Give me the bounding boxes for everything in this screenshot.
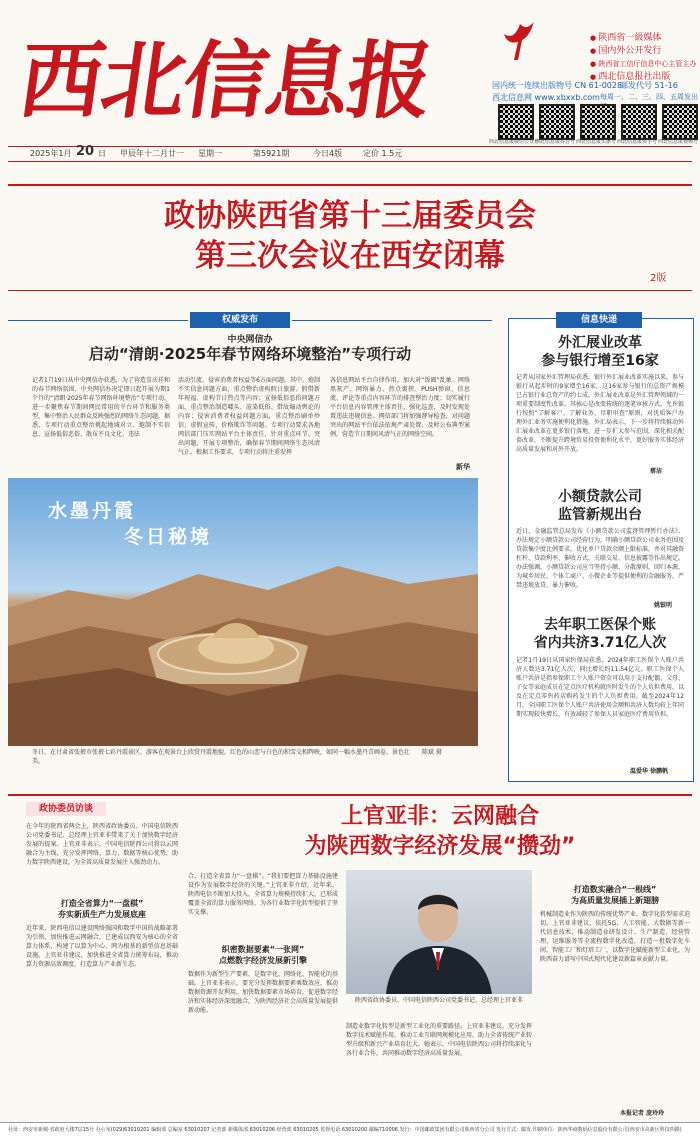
member-body: 近年来，陕西电信以建设网络强国和数字中国的战略部署为引领，加快推进云网融合，已建成以西安为核心的全省算力体系，构建了以算为中心、网为根基的新型信息基础设施。上官亚非建议，加快推进全省算力统筹布局，推动算力资源高效调度，打造算力产业新生态。 [26, 925, 178, 968]
title-line: 去年职工医保个账 [544, 617, 656, 633]
member-body: 数据作为新型生产要素，是数字化、网络化、智能化的基础。上官亚非表示，要充分发挥数据要素乘数效应，推动数据资源开发利用，加快数据要素市场培育，促进数字经济和实体经济深度融合，为陕西经济社会高质量发展提供新动能。 [188, 971, 338, 1014]
divider [8, 184, 692, 186]
member-subhead [540, 884, 690, 906]
cn-number: 国内统一连续出版物号 CN 61-0028 [492, 81, 623, 90]
dancer-logo-icon [500, 20, 540, 64]
price: 定价 1.5元 [363, 149, 403, 158]
quick-item-author: 温爱华 徐鹏帆 [630, 768, 669, 775]
subhead-line: 打造数实融合“一根线” [573, 885, 657, 894]
member-subhead [188, 944, 338, 966]
qr-code-icon[interactable] [539, 104, 575, 140]
post-code: 邮发代号 51-16 [620, 81, 678, 90]
quick-item-title[interactable] [514, 616, 686, 652]
qr-code-icon[interactable] [662, 104, 698, 140]
photo-caption: 冬日，在甘肃省张掖市张掖七彩丹霞景区，游客在观景台上欣赏丹霞地貌，红色的山峦与白色的积雪交相辉映，如同一幅水墨丹青画卷，景色壮美。 [32, 749, 411, 765]
page-ref[interactable]: 2版 [650, 273, 667, 284]
lead-headline[interactable] [30, 196, 670, 276]
qr-labels [488, 138, 700, 146]
divider [292, 320, 492, 321]
article-kicker: 中央网信办 [227, 335, 273, 345]
qr-code-icon[interactable] [580, 104, 616, 140]
divider [8, 320, 188, 321]
day-unit: 日 [98, 149, 106, 158]
member-subhead [26, 898, 178, 920]
website[interactable]: 西北信息网 www.xbxxb.com [492, 93, 600, 102]
member-author: 本报记者 庞玲玲 [620, 1110, 665, 1117]
photo-title-2: 冬日秘境 [124, 526, 213, 548]
headline-line: 为陕西数字经济发展“攒劲” [304, 834, 576, 859]
footer-bar: 社址：西安市新城·省政府大楼7层15号 办公室(029)63010201 编辑部 总编室 63010207 记者部 新媒体部 63010206 经营部 63010205 监督电话 63010200 邮编710006 发行：中国邮政集团有限公司陕西省分公司 发行方式：邮发 印刷单位：陕西华商数码信息股份有限公司(西安市高新区科技四路) [0, 1122, 700, 1136]
person-icon [346, 870, 532, 994]
portrait-caption: 陕西省政协委员、中国电信陕西公司党委书记、总经理上官亚非 [354, 997, 523, 1004]
photo-credit: 陈斌 摄 [422, 749, 442, 756]
lead-headline-line1: 政协陕西省第十三届委员会 [164, 198, 536, 234]
section-tag-quick: 信息快递 [556, 312, 642, 328]
year-month: 2025年1月 [30, 149, 72, 158]
sponsor-line: ● 陕西省工信厅信息中心主管主办 [590, 58, 700, 71]
title-line: 参与银行增至16家 [541, 353, 659, 369]
title-line: 外汇展业改革 [558, 335, 642, 351]
title-line: 省内共济3.71亿人次 [533, 635, 667, 651]
subhead-line: 为高质量发展插上新翅膀 [571, 896, 659, 905]
divider [8, 290, 692, 291]
article-title[interactable]: 启动“清朗·2025年春节网络环境整治”专项行动 [88, 345, 412, 363]
quick-item-title[interactable] [514, 488, 686, 524]
qr-label: 西北信息报抖音号 [534, 139, 575, 145]
subhead-line: 点燃数字经济发展新引擎 [219, 956, 307, 965]
member-body: 在今年的陕西省两会上，陕西省政协委员、中国电信陕西公司党委书记、总经理上官亚非带来了关于加快数字经济发展的提案。上官亚非表示，中国电信陕西公司将以云网融合为主线，充分发挥网络、算力、数据等核心优势，助力数字陕西建设，为全省高质量发展注入强劲动力。 [26, 823, 178, 866]
article-body: 各信息网站平台自律作用，加大对“饭圈”乱象、网络黑灰产、网络暴力、热点裹挟、PUSH弹窗、信息流、评论等重点内容环节的排查整治力度；切实履行平台信息内容管理主体责任，强化巡查，及时发现处置违法违规信息。网信部门将加强督导检查，对问题突出的网站平台依法依规严肃处置，及时公布典型案例，营造节日期间风清气正的网络空间。 [330, 377, 470, 438]
sponsor-line: ● 陕西省一級媒体 [590, 32, 700, 45]
quick-item-body: 近日，金融监管总局发布《小额贷款公司监督管理暂行办法》。办法规定小额贷款公司经营行为，明确小额贷款公司业务范围及贷款集中度比例要求，优化单户贷款余额上限标准，并对其融资杠杆、贷款利率、催收方式、关联交易、信息披露等作出规定。办法强调，小额贷款公司应当坚持小额、分散原则，回归本源，为城乡居民、个体工商户、小微企业等提供便利的金融服务，严禁违规放贷、暴力催收。 [516, 528, 684, 589]
subhead-line: 打造全省算力“一盘棋” [60, 899, 144, 908]
quick-item-author: 姚银明 [654, 602, 673, 609]
headline-line: 上官亚非：云网融合 [340, 804, 539, 829]
article-body: 活动引流、侵害消费者权益等6方面问题。其中，炮制不实信息问题方面，重点整治虚构假日旅游、假借新年祝福、虚构节日热点等内容；宣扬低俗恶俗问题方面，重点整治制造噱头、渲染低俗、借故煽动舆论的内容；侵害消费者权益问题方面，重点整治刷单炒信、虚假宣传、价格欺诈等问题。专项行动要求各地网信部门压实网站平台主体责任，针对重点环节、突出问题，开展专项整治，确保春节期间网络生态风清气正。根据工作要求，专项行动将注重发挥 [178, 377, 320, 456]
lead-headline-line2: 第三次会议在西安闭幕 [195, 238, 505, 274]
issue-days: 每周一、二、三、四、五周发出 [600, 93, 698, 101]
member-headline[interactable] [190, 802, 690, 862]
article-author: 新华 [456, 463, 470, 471]
qr-code-icon[interactable] [621, 104, 657, 140]
qr-label: 西北信息报快手号 [616, 139, 657, 145]
subhead-line: 夯实新质生产力发展底座 [58, 910, 146, 919]
qr-label: 西北信息报微信公众号 [488, 139, 539, 145]
subhead-line: 织密数据要素“一张网” [221, 945, 305, 954]
sponsor-line: ● 西北信息报社出版 [590, 71, 700, 84]
weekday: 星期一 [198, 149, 222, 158]
member-body: 制造业数字化转型是新型工业化的重要路径。上官亚非建议，充分发挥数字技术赋能作用，推动工业互联网规模化应用，助力全省传统产业转型升级和新兴产业培育壮大。她表示，中国电信陕西公司将持续深化与各行业合作，共同推动数字经济高质量发展。 [346, 1023, 532, 1057]
page-count: 今日4版 [313, 149, 343, 158]
masthead-logo: 西北信息报 [13, 31, 438, 130]
qr-code-icon[interactable] [498, 104, 534, 140]
title-line: 小额贷款公司 [558, 489, 642, 505]
qr-label: 西北信息报视频号 [657, 139, 698, 145]
quick-item-title[interactable] [514, 334, 686, 370]
issue-number: 第5921期 [253, 149, 290, 158]
photo-caption-block [8, 746, 478, 768]
member-body: 合，打造全省算力“一盘棋”。“我们要把算力基础设施建设作为发展数字经济的关键。”上官亚非介绍，近年来，陕西电信不断加大投入，全省算力规模持续扩大，已形成覆盖全省的算力服务网络，为各行业数字化转型提供了坚实支撑。 [188, 873, 338, 916]
member-body: 机械制造业作为陕西的传统优势产业，数字化转型需求迫切。上官亚非建议，依托5G、人工智能、大数据等新一代信息技术，推动制造业研发设计、生产制造、经营管理、运维服务等全流程数字化改造，打造一批数字化车间、智能工厂和灯塔工厂，以数字化赋能新型工业化，为陕西奋力谱写中国式现代化建设新篇章贡献力量。 [540, 911, 690, 963]
day-number: 20 [76, 144, 95, 159]
sponsor-line: ● 国内外公开发行 [590, 45, 700, 58]
date-bar [8, 146, 692, 162]
title-line: 监管新规出台 [558, 507, 642, 523]
divider [8, 794, 692, 796]
quick-item-body: 记者1月19日从国家医保局获悉，2024年职工医保个人账户共济人数达3.71亿人次，同比增长约11.54亿元。职工医保个人账户共济是指参保职工个人账户资金可以用于支付配偶、父母、子女等家庭成员在定点医疗机构就医时发生的个人负担费用，以及在定点零售药店购药发生的个人负担费用。截至2024年12月，全国职工医保个人账户共济使用金额和共济人数均较上年同期实现较快增长，有效减轻了参保人员家庭医疗费用负担。 [516, 657, 684, 718]
photo-title-1: 水墨丹霞 [48, 500, 137, 522]
portrait-photo[interactable] [346, 870, 532, 994]
section-tag-authority: 权威发布 [190, 312, 290, 328]
quick-item-body: 记者从国家外汇管理局获悉，银行外汇展业改革实施以来，参与银行从起步时的9家增至16家，这16家参与银行的总资产规模已占银行业总资产的约七成。外汇展业改革是外汇管理领域的一项重要制度性改革，其核心是改变传统的逐笔审核方式，允许银行按照“了解客户、了解业务、尽职审查”原则，对优质客户办理外汇业务实施便利化措施。外汇局表示，下一步将持续推动外汇展业改革在更多银行落地，进一步扩大参与范围，深化相关配套改革，不断提升跨境贸易投资便利化水平，更好服务实体经济高质量发展和对外开放。 [516, 374, 684, 453]
qr-label: 西北信息报头条号 [575, 139, 616, 145]
section-tag-member: 政协委员访谈 [26, 802, 106, 816]
feature-photo[interactable] [8, 478, 478, 746]
article-body: 记者1月19日从中央网信办获悉，为了营造喜庆祥和的春节网络氛围，中央网信办决定即日起开展为期1个月的“清朗·2025年春节网络环境整治”专项行动，进一步聚焦春节期间网民常用的平台环节和服务类型，集中整治人民群众反映强烈的网络生态问题。据悉，专项行动重点整治挑起地域对立、炮制不实信息、宣扬低俗恶俗、散布不良文化、违法 [32, 377, 170, 438]
lunar-date: 甲辰年十二月廿一 [120, 149, 184, 158]
sponsor-lines [590, 32, 700, 84]
quick-item-author: 蔡洁 [650, 468, 663, 475]
